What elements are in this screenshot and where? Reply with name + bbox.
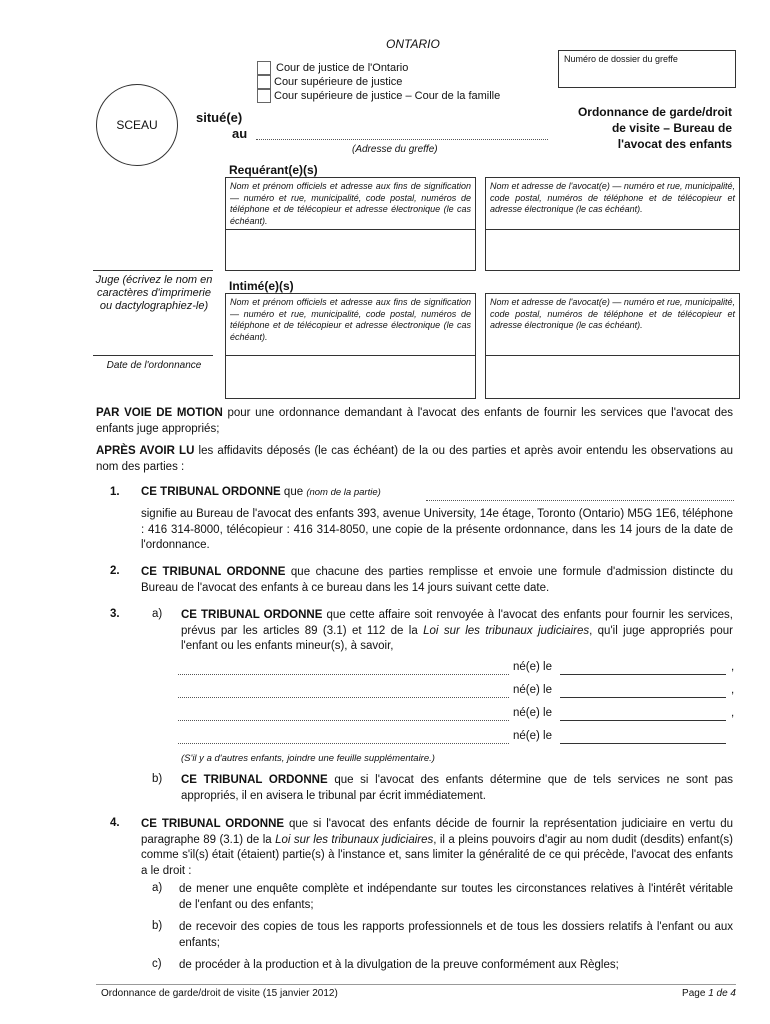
child-4-name-field[interactable] — [178, 743, 509, 744]
judge-name-field[interactable] — [93, 270, 213, 271]
child-1-born-label: né(e) le — [513, 661, 552, 673]
item-3a-letter: a) — [152, 608, 163, 620]
item-3b-letter: b) — [152, 773, 163, 785]
child-3-born-label: né(e) le — [513, 707, 552, 719]
footer-page-num: 1 — [708, 988, 714, 999]
applicant-lawyer-caption: Nom et adresse de l'avocat(e) — numéro et rue, municipalité, code postal, numéros de téléphone et de télécopieur et adresse électronique (le cas échéant). — [490, 181, 735, 214]
court-checkbox-ontario[interactable] — [257, 61, 271, 75]
applicant-info-caption: Nom et prénom officiels et adresse aux fins de signification — numéro et rue, municipalité, code postal, numéros de téléphone et de télécopieur et adresse électronique (le cas échéant). — [230, 181, 471, 226]
court-file-number-label: Numéro de dossier du greffe — [564, 54, 678, 64]
applicant-info-field[interactable] — [225, 229, 476, 271]
applicant-lawyer-field[interactable] — [485, 229, 740, 271]
item-4-law: Loi sur les tribunaux judiciaires — [275, 833, 434, 846]
footer-page-label: Page — [682, 988, 706, 999]
respondent-heading: Intimé(e)(s) — [229, 279, 294, 293]
respondent-lawyer-caption: Nom et adresse de l'avocat(e) — numéro et rue, municipalité, code postal, numéros de téléphone et de télécopieur et adresse électronique (le cas échéant). — [490, 297, 735, 330]
item-3a-text-2: , qu'il juge appropriés pour l'enfant ou les enfants mineur(s), à savoir, — [181, 624, 733, 652]
item-2-text: que chacune des parties remplisse et envoie une formule d'admission distincte du Bureau de l'avocat des enfants à ce bureau dans les 14 jours suivant cette date. — [141, 566, 733, 594]
read-paragraph — [96, 444, 733, 475]
order-date-caption: Date de l'ordonnance — [106, 360, 202, 371]
item-3a-law: Loi sur les tribunaux judiciaires — [423, 624, 590, 637]
form-title-line-3: l'avocat des enfants — [617, 137, 732, 151]
item-1-number: 1. — [110, 486, 120, 498]
form-title-line-1: Ordonnance de garde/droit — [577, 105, 732, 119]
child-2-comma: , — [731, 684, 735, 696]
read-text: les affidavits déposés (le cas échéant) de la ou des parties et après avoir entendu les observations au nom des parties : — [96, 445, 733, 473]
item-3-number: 3. — [110, 608, 120, 620]
item-4b-text: de recevoir des copies de tous les rapports professionnels et de tous les dossiers relatifs à l'enfant ou aux enfants; — [179, 921, 733, 949]
situated-label: situé(e) — [196, 110, 243, 125]
form-title — [560, 104, 732, 152]
item-3a-court-orders: CE TRIBUNAL ORDONNE — [181, 609, 323, 621]
child-1-birthdate-field[interactable] — [560, 674, 726, 675]
child-1-name-field[interactable] — [178, 674, 509, 675]
seal-circle — [96, 84, 178, 166]
footer-page-of: de 4 — [716, 988, 736, 999]
respondent-lawyer-caption-box — [485, 293, 740, 355]
item-1-court-orders: CE TRIBUNAL ORDONNE — [141, 486, 281, 498]
item-2-court-orders: CE TRIBUNAL ORDONNE — [141, 566, 286, 578]
court-label-family: Cour supérieure de justice – Cour de la famille — [274, 90, 501, 102]
court-address-field[interactable] — [256, 139, 548, 140]
seal-label: SCEAU — [116, 118, 158, 132]
applicant-lawyer-caption-box — [485, 177, 740, 229]
child-4-born-label: né(e) le — [513, 730, 552, 742]
child-2-birthdate-field[interactable] — [560, 697, 726, 698]
child-4-birthdate-field[interactable] — [560, 743, 726, 744]
child-3-name-field[interactable] — [178, 720, 509, 721]
item-3b-paragraph — [181, 773, 733, 804]
judge-caption: Juge (écrivez le nom en caractères d'imprimerie ou dactylographiez-le) — [95, 274, 213, 312]
motion-text: pour une ordonnance demandant à l'avocat des enfants de fournir les services que l'avocat des enfants juge appropriés; — [96, 407, 733, 435]
respondent-lawyer-field[interactable] — [485, 355, 740, 399]
applicant-heading: Requérant(e)(s) — [229, 163, 318, 177]
court-file-number-field[interactable] — [558, 50, 736, 88]
item-4c-text: de procéder à la production et à la divulgation de la preuve conformément aux Règles; — [179, 959, 619, 971]
order-date-field[interactable] — [93, 355, 213, 356]
item-3a-paragraph — [181, 608, 733, 655]
item-4-text-1: que si l'avocat des enfants décide de fournir la représentation judiciaire en vertu du paragraphe 89 (3.1) de la — [141, 818, 733, 846]
item-3a-text-1: que cette affaire soit renvoyée à l'avocat des enfants pour fournir les services, prévus par les articles 89 (3.1) et 112 de la — [181, 609, 733, 637]
footer-divider — [96, 984, 736, 985]
motion-paragraph — [96, 406, 733, 437]
read-bold: APRÈS AVOIR LU — [96, 445, 195, 457]
item-1-party-name-field[interactable] — [426, 500, 734, 501]
item-1-que: que — [283, 486, 304, 498]
court-label-ontario: Cour de justice de l'Ontario — [276, 62, 409, 74]
item-1-text: signifie au Bureau de l'avocat des enfants 393, avenue University, 14e étage, Toronto (Ontario) M5G 1E6, téléphone : 416 314-8000, télécopieur : 416 314-8050, une copie de la présente ordonnance, dans les 14 jours de la date de l'ordonnance. — [141, 508, 733, 551]
respondent-info-field[interactable] — [225, 355, 476, 399]
motion-bold: PAR VOIE DE MOTION — [96, 407, 223, 419]
child-2-name-field[interactable] — [178, 697, 509, 698]
child-1-comma: , — [731, 661, 735, 673]
item-4a-text: de mener une enquête complète et indépendante sur toutes les circonstances relatives à l'intérêt véritable de l'enfant ou des enfants; — [179, 883, 733, 911]
court-checkbox-family[interactable] — [257, 89, 271, 103]
respondent-info-caption: Nom et prénom officiels et adresse aux fins de signification — numéro et rue, municipalité, code postal, numéros de téléphone et de télécopieur et adresse électronique (le cas échéant). — [230, 297, 471, 342]
court-address-caption: (Adresse du greffe) — [352, 144, 438, 155]
item-3b-court-orders: CE TRIBUNAL ORDONNE — [181, 774, 328, 786]
footer-form-name: Ordonnance de garde/droit de visite (15 janvier 2012) — [101, 988, 338, 999]
item-2-paragraph — [141, 565, 733, 596]
item-4-paragraph — [141, 817, 733, 879]
item-4b-letter: b) — [152, 920, 163, 932]
item-4-court-orders: CE TRIBUNAL ORDONNE — [141, 818, 285, 830]
item-4-text-2: , il a pleins pouvoirs d'agir au nom dudit (desdits) enfant(s) comme s'il(s) était (étaient) partie(s) à l'instance et, sans limiter la généralité de ce qui précède, l'avocat des enfants a le droit : — [141, 833, 733, 877]
item-2-number: 2. — [110, 565, 120, 577]
child-2-born-label: né(e) le — [513, 684, 552, 696]
form-title-line-2: de visite – Bureau de — [611, 121, 732, 135]
respondent-info-caption-box — [225, 293, 476, 355]
at-label: au — [232, 126, 248, 141]
item-4a-letter: a) — [152, 882, 163, 894]
child-3-birthdate-field[interactable] — [560, 720, 726, 721]
child-3-comma: , — [731, 707, 735, 719]
footer-page-indicator — [660, 988, 736, 999]
extra-children-note: (S'il y a d'autres enfants, joindre une feuille supplémentaire.) — [181, 753, 435, 764]
item-4-number: 4. — [110, 817, 120, 829]
item-4c-letter: c) — [152, 958, 162, 970]
court-checkbox-superior[interactable] — [257, 75, 271, 89]
item-1-party-hint: (nom de la partie) — [306, 487, 381, 498]
item-3b-text: que si l'avocat des enfants détermine que de tels services ne sont pas appropriés, il en avisera le tribunal par écrit immédiatement. — [181, 774, 733, 802]
court-label-superior: Cour supérieure de justice — [274, 76, 403, 88]
item-1-lead — [141, 486, 381, 498]
applicant-info-caption-box — [225, 177, 476, 229]
province-title: ONTARIO — [386, 37, 440, 51]
